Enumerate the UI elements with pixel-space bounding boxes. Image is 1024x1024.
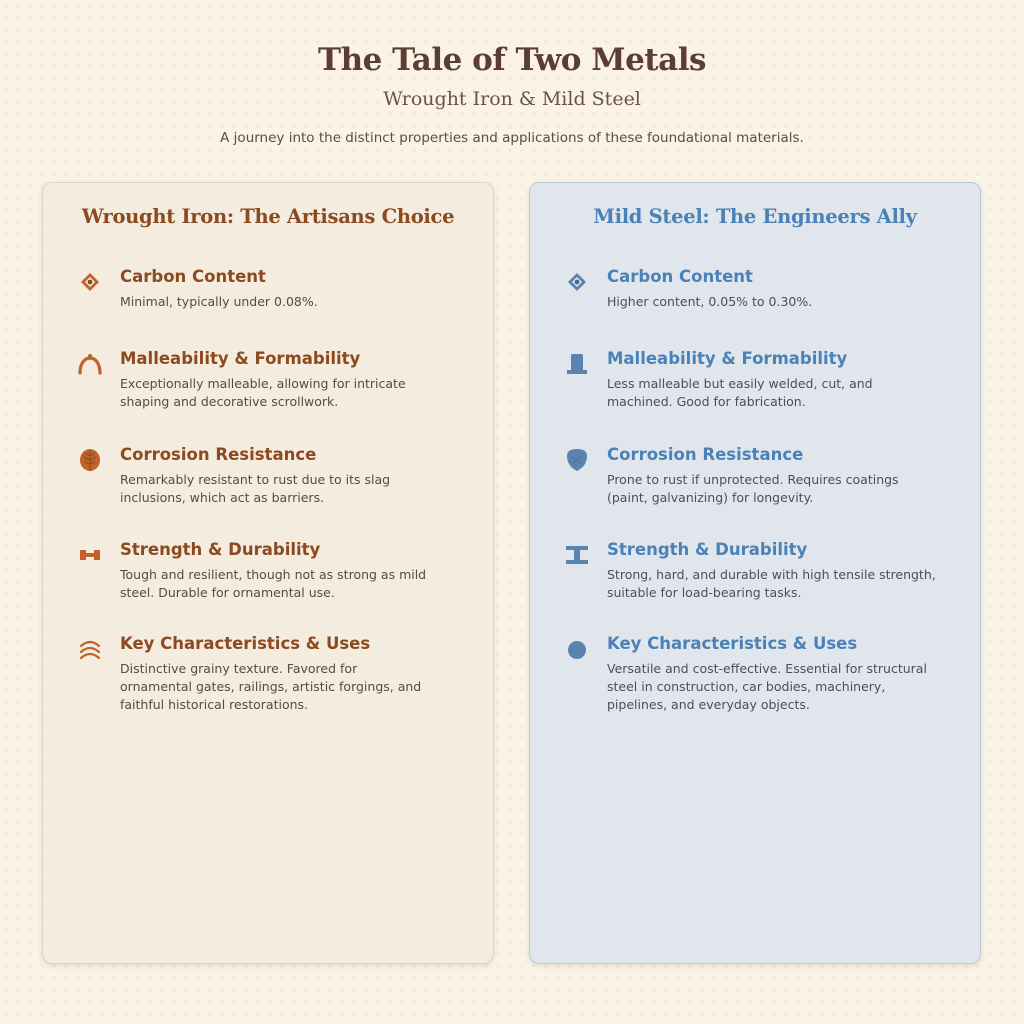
item-desc: Distinctive grainy texture. Favored for ornamental gates, railings, artistic forgings, and faithful historical restorations. — [120, 661, 422, 712]
page-subtitle: Wrought Iron & Mild Steel — [383, 88, 641, 110]
item-heading: Strength & Durability — [607, 540, 808, 559]
i-beam-icon — [564, 542, 590, 568]
page-title: The Tale of Two Metals — [318, 42, 706, 78]
shield-leaf-icon — [77, 447, 103, 473]
item-heading: Carbon Content — [120, 267, 266, 286]
item-heading: Carbon Content — [607, 267, 753, 286]
wrought-iron-panel — [42, 182, 494, 964]
diamond-core-icon — [564, 269, 590, 295]
diamond-core-icon — [77, 269, 103, 295]
page-intro: A journey into the distinct properties and applications of these foundational materials. — [220, 130, 804, 146]
item-desc: Tough and resilient, though not as strong as mild steel. Durable for ornamental use. — [120, 567, 427, 600]
item-heading: Malleability & Formability — [607, 349, 848, 368]
dumbbell-icon — [77, 542, 103, 568]
item-desc: Minimal, typically under 0.08%. — [120, 294, 318, 309]
item-desc: Strong, hard, and durable with high tensile strength, suitable for load-bearing tasks. — [607, 567, 936, 600]
shield-icon — [564, 447, 590, 473]
item-desc: Less malleable but easily welded, cut, and machined. Good for fabrication. — [607, 376, 873, 409]
wrought-iron-title: Wrought Iron: The Artisans Choice — [81, 205, 455, 228]
waves-icon — [77, 636, 103, 662]
mild-steel-title: Mild Steel: The Engineers Ally — [593, 205, 917, 228]
arch-icon — [77, 351, 103, 377]
item-desc: Prone to rust if unprotected. Requires coatings (paint, galvanizing) for longevity. — [607, 472, 899, 505]
item-heading: Malleability & Formability — [120, 349, 361, 368]
item-heading: Corrosion Resistance — [607, 445, 804, 464]
item-heading: Corrosion Resistance — [120, 445, 317, 464]
item-desc: Versatile and cost-effective. Essential for structural steel in construction, car bodies, machinery, pipelines, and everyday objects. — [607, 661, 927, 712]
item-desc: Exceptionally malleable, allowing for intricate shaping and decorative scrollwork. — [120, 376, 406, 409]
item-desc: Higher content, 0.05% to 0.30%. — [607, 294, 813, 309]
mild-steel-panel — [529, 182, 981, 964]
anvil-icon — [564, 351, 590, 377]
item-desc: Remarkably resistant to rust due to its slag inclusions, which act as barriers. — [120, 472, 391, 505]
circle-icon — [564, 636, 590, 662]
item-heading: Key Characteristics & Uses — [120, 634, 371, 653]
item-heading: Strength & Durability — [120, 540, 321, 559]
item-heading: Key Characteristics & Uses — [607, 634, 858, 653]
